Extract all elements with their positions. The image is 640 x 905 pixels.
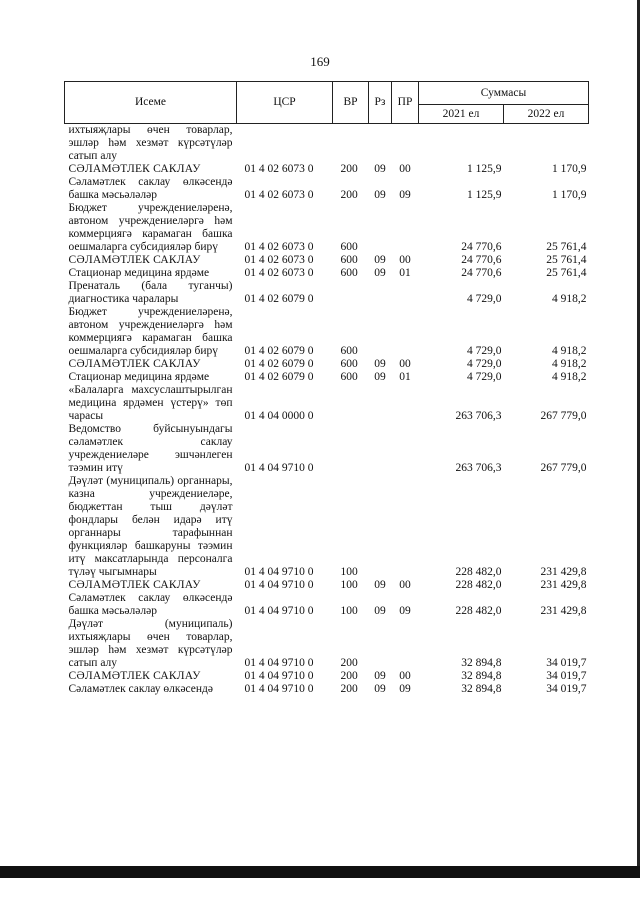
row-name: СӘЛАМӘТЛЕК САКЛАУ bbox=[68, 358, 201, 370]
row-sum-2021: 32 894,8 bbox=[461, 670, 502, 682]
row-sum-2021: 32 894,8 bbox=[461, 683, 502, 695]
row-rz: 09 bbox=[374, 371, 386, 383]
row-sum-2022: 4 918,2 bbox=[552, 345, 587, 357]
row-vr: 100 bbox=[340, 605, 358, 617]
table-row bbox=[65, 163, 589, 176]
row-sum-2021: 1 125,9 bbox=[467, 189, 502, 201]
row-sum-2022: 4 918,2 bbox=[552, 371, 587, 383]
scan-edge-bottom bbox=[0, 866, 640, 878]
row-sum-2021: 24 770,6 bbox=[461, 254, 502, 266]
row-csr: 01 4 02 6079 0 bbox=[244, 358, 314, 370]
row-sum-2021: 4 729,0 bbox=[467, 293, 502, 305]
row-pr bbox=[392, 475, 419, 579]
row-sum-2021: 228 482,0 bbox=[455, 566, 502, 578]
table-row bbox=[65, 683, 589, 696]
row-rz bbox=[369, 618, 392, 670]
row-rz: 09 bbox=[374, 670, 386, 682]
row-rz bbox=[369, 384, 392, 423]
row-sum-2022 bbox=[504, 124, 589, 164]
header-year-2022: 2022 ел bbox=[504, 105, 589, 124]
row-sum-2022: 231 429,8 bbox=[540, 566, 587, 578]
row-name: Ведомство буйсынуындагы сәламәтлек саклау учреждениеләре эшчәнлеген тәэмин итү bbox=[68, 423, 233, 474]
row-pr: 09 bbox=[399, 189, 411, 201]
header-csr: ЦСР bbox=[237, 82, 333, 124]
table-row bbox=[65, 124, 589, 164]
row-name: Стационар медицина ярдәме bbox=[68, 267, 210, 279]
row-rz bbox=[369, 124, 392, 164]
header-rz: Рз bbox=[369, 82, 392, 124]
row-vr: 600 bbox=[340, 371, 358, 383]
header-name: Исеме bbox=[65, 82, 237, 124]
row-rz: 09 bbox=[374, 605, 386, 617]
row-name: Дәүләт (муниципаль) ихтыяҗлары өчен товарлар, эшләр һәм хезмәт күрсәтүләр сатып алу bbox=[68, 618, 233, 669]
row-sum-2021: 4 729,0 bbox=[467, 371, 502, 383]
row-sum-2021: 228 482,0 bbox=[455, 605, 502, 617]
row-sum-2022: 34 019,7 bbox=[546, 670, 587, 682]
row-sum-2022: 267 779,0 bbox=[540, 462, 587, 474]
row-name: Дәүләт (муниципаль) органнары, казна учреждениеләре, бюджеттан тыш дәүләт фондлары белән идарә итү органнары тарафыннан функцияләр башкаруны тәэмин итү максатларында персоналга түләү чыгымнары bbox=[68, 475, 233, 578]
row-pr bbox=[392, 384, 419, 423]
row-pr bbox=[392, 618, 419, 670]
row-name: «Балаларга махсуслаштырылган медицина ярдәмен үстерү» төп чарасы bbox=[68, 384, 233, 422]
row-rz: 09 bbox=[374, 579, 386, 591]
row-vr bbox=[333, 124, 369, 164]
row-sum-2021: 263 706,3 bbox=[455, 410, 502, 422]
row-csr: 01 4 04 0000 0 bbox=[244, 410, 314, 422]
row-vr: 200 bbox=[340, 657, 358, 669]
row-csr: 01 4 04 9710 0 bbox=[244, 462, 314, 474]
row-rz: 09 bbox=[374, 358, 386, 370]
table-row bbox=[65, 423, 589, 475]
row-pr bbox=[392, 280, 419, 306]
header-vr: ВР bbox=[333, 82, 369, 124]
table-row bbox=[65, 202, 589, 254]
row-sum-2022: 4 918,2 bbox=[552, 293, 587, 305]
row-sum-2021: 32 894,8 bbox=[461, 657, 502, 669]
row-rz bbox=[369, 306, 392, 358]
row-vr: 600 bbox=[340, 358, 358, 370]
row-csr: 01 4 02 6079 0 bbox=[244, 345, 314, 357]
row-sum-2022: 25 761,4 bbox=[546, 267, 587, 279]
row-vr bbox=[333, 423, 369, 475]
header-year-2021: 2021 ел bbox=[419, 105, 504, 124]
row-sum-2022: 1 170,9 bbox=[552, 163, 587, 175]
row-rz bbox=[369, 423, 392, 475]
table-body bbox=[65, 124, 589, 697]
row-csr: 01 4 04 9710 0 bbox=[244, 566, 314, 578]
row-csr: 01 4 02 6073 0 bbox=[244, 189, 314, 201]
table-row bbox=[65, 254, 589, 267]
row-csr: 01 4 02 6073 0 bbox=[244, 267, 314, 279]
row-name: Пренаталь (бала туганчы) диагностика чаралары bbox=[68, 280, 233, 305]
row-csr: 01 4 04 9710 0 bbox=[244, 683, 314, 695]
row-name: Сәламәтлек саклау өлкәсендә башка мәсьәләләр bbox=[68, 176, 233, 201]
row-vr: 100 bbox=[340, 579, 358, 591]
row-csr: 01 4 04 9710 0 bbox=[244, 605, 314, 617]
table-row bbox=[65, 475, 589, 579]
table-header bbox=[65, 82, 589, 124]
row-sum-2022: 25 761,4 bbox=[546, 241, 587, 253]
row-pr: 00 bbox=[399, 579, 411, 591]
row-rz bbox=[369, 475, 392, 579]
row-sum-2022: 231 429,8 bbox=[540, 579, 587, 591]
row-pr: 00 bbox=[399, 254, 411, 266]
table-row bbox=[65, 176, 589, 202]
row-vr: 200 bbox=[340, 683, 358, 695]
row-vr: 200 bbox=[340, 189, 358, 201]
row-vr: 600 bbox=[340, 254, 358, 266]
table-row bbox=[65, 618, 589, 670]
row-sum-2022: 267 779,0 bbox=[540, 410, 587, 422]
row-rz: 09 bbox=[374, 163, 386, 175]
table-row bbox=[65, 358, 589, 371]
page-number: 169 bbox=[310, 54, 330, 69]
row-csr: 01 4 04 9710 0 bbox=[244, 670, 314, 682]
row-sum-2021: 228 482,0 bbox=[455, 579, 502, 591]
row-sum-2022: 4 918,2 bbox=[552, 358, 587, 370]
row-sum-2022: 25 761,4 bbox=[546, 254, 587, 266]
row-name: Стационар медицина ярдәме bbox=[68, 371, 210, 383]
row-name: Бюджет учреждениеләренә, автоном учреждениеләргә һәм коммерциягә карамаган башка оешмаларга субсидияләр бирү bbox=[68, 306, 233, 357]
row-name: Сәламәтлек саклау өлкәсендә башка мәсьәләләр bbox=[68, 592, 233, 617]
row-vr bbox=[333, 384, 369, 423]
row-pr: 00 bbox=[399, 358, 411, 370]
row-sum-2021: 263 706,3 bbox=[455, 462, 502, 474]
row-vr: 200 bbox=[340, 163, 358, 175]
row-vr: 600 bbox=[340, 267, 358, 279]
row-vr: 600 bbox=[340, 345, 358, 357]
row-vr: 200 bbox=[340, 670, 358, 682]
row-sum-2021 bbox=[419, 124, 504, 164]
table-row bbox=[65, 280, 589, 306]
row-csr: 01 4 02 6079 0 bbox=[244, 371, 314, 383]
row-vr bbox=[333, 280, 369, 306]
row-rz bbox=[369, 202, 392, 254]
row-pr bbox=[392, 306, 419, 358]
row-csr: 01 4 04 9710 0 bbox=[244, 579, 314, 591]
table-row bbox=[65, 306, 589, 358]
row-rz: 09 bbox=[374, 683, 386, 695]
row-csr: 01 4 02 6073 0 bbox=[244, 241, 314, 253]
row-name: СӘЛАМӘТЛЕК САКЛАУ bbox=[68, 163, 201, 175]
row-name: СӘЛАМӘТЛЕК САКЛАУ bbox=[68, 254, 201, 266]
row-sum-2021: 24 770,6 bbox=[461, 267, 502, 279]
table-row bbox=[65, 371, 589, 384]
row-name: СӘЛАМӘТЛЕК САКЛАУ bbox=[68, 670, 201, 682]
row-pr: 09 bbox=[399, 605, 411, 617]
row-pr: 09 bbox=[399, 683, 411, 695]
table-row bbox=[65, 579, 589, 592]
row-csr: 01 4 02 6079 0 bbox=[244, 293, 314, 305]
row-sum-2021: 24 770,6 bbox=[461, 241, 502, 253]
row-sum-2022: 231 429,8 bbox=[540, 605, 587, 617]
row-pr bbox=[392, 423, 419, 475]
row-csr bbox=[237, 124, 333, 164]
row-pr: 01 bbox=[399, 267, 411, 279]
table-row bbox=[65, 267, 589, 280]
header-pr: ПР bbox=[392, 82, 419, 124]
row-sum-2022: 1 170,9 bbox=[552, 189, 587, 201]
table-row bbox=[65, 384, 589, 423]
row-csr: 01 4 02 6073 0 bbox=[244, 254, 314, 266]
header-sums: Суммасы bbox=[419, 82, 589, 105]
row-pr bbox=[392, 124, 419, 164]
row-vr: 100 bbox=[340, 566, 358, 578]
table-row bbox=[65, 592, 589, 618]
row-csr: 01 4 04 9710 0 bbox=[244, 657, 314, 669]
row-rz bbox=[369, 280, 392, 306]
table-row bbox=[65, 670, 589, 683]
budget-table bbox=[64, 81, 589, 696]
row-sum-2022: 34 019,7 bbox=[546, 683, 587, 695]
row-csr: 01 4 02 6073 0 bbox=[244, 163, 314, 175]
row-name: СӘЛАМӘТЛЕК САКЛАУ bbox=[68, 579, 201, 591]
row-sum-2021: 1 125,9 bbox=[467, 163, 502, 175]
row-sum-2022: 34 019,7 bbox=[546, 657, 587, 669]
row-name: ихтыяҗлары өчен товарлар, эшләр һәм хезмәт күрсәтүләр сатып алу bbox=[68, 124, 233, 162]
row-pr: 01 bbox=[399, 371, 411, 383]
row-rz: 09 bbox=[374, 189, 386, 201]
row-name: Бюджет учреждениеләренә, автоном учреждениеләргә һәм коммерциягә карамаган башка оешмаларга субсидияләр бирү bbox=[68, 202, 233, 253]
row-rz: 09 bbox=[374, 254, 386, 266]
row-pr: 00 bbox=[399, 670, 411, 682]
row-sum-2021: 4 729,0 bbox=[467, 345, 502, 357]
row-name: Сәламәтлек саклау өлкәсендә bbox=[68, 683, 214, 695]
row-vr: 600 bbox=[340, 241, 358, 253]
row-pr bbox=[392, 202, 419, 254]
row-pr: 00 bbox=[399, 163, 411, 175]
row-rz: 09 bbox=[374, 267, 386, 279]
row-sum-2021: 4 729,0 bbox=[467, 358, 502, 370]
